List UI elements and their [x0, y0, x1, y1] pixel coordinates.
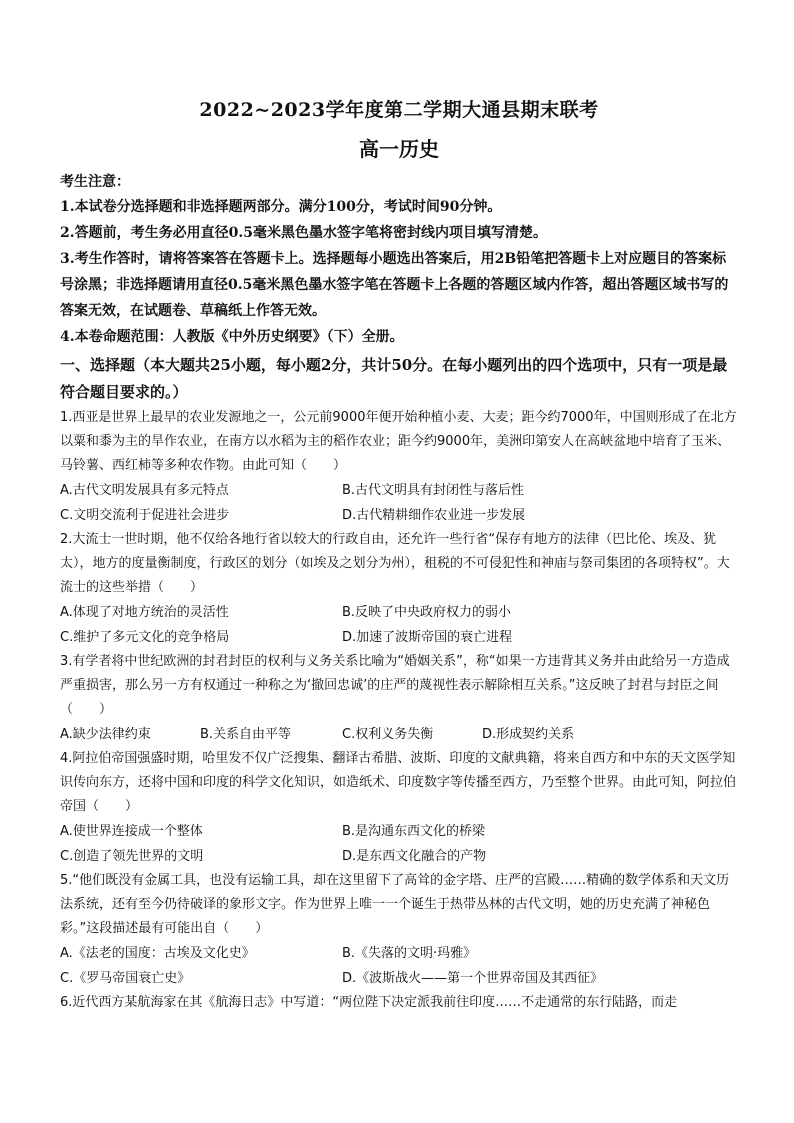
exam-title: 2022~2023学年度第二学期大通县期末联考	[199, 99, 599, 121]
question-options	[60, 478, 738, 528]
question-4	[60, 747, 738, 869]
question-5	[60, 869, 738, 991]
option-b: B.《失落的文明·玛雅》	[342, 946, 477, 961]
note-item: 2.答题前，考生务必用直径0.5毫米黑色墨水签字笔将密封线内项目填写清楚。	[60, 225, 547, 241]
option-c: C.文明交流利于促进社会进步	[60, 508, 230, 523]
option-b: B.关系自由平等	[200, 727, 292, 742]
note-item: 4.本卷命题范围：人教版《中外历史纲要》（下）全册。	[60, 329, 404, 345]
option-a: A.古代文明发展具有多元特点	[60, 483, 229, 498]
option-d: D.古代精耕细作农业进一步发展	[342, 508, 526, 523]
option-b: B.古代文明具有封闭性与落后性	[342, 483, 525, 498]
question-stem: 3.有学者将中世纪欧洲的封君封臣的权利与义务关系比喻为“婚姻关系”，称“如果一方违背其义务并由此给另一方造成严重损害，那么另一方有权通过一种称之为‘撤回忠诚’的庄严的蔑视性表示解除相互关系。”这反映了封君与封臣之间（ ）	[60, 654, 730, 717]
option-a: A.《法老的国度：古埃及文化史》	[60, 946, 255, 961]
question-options	[60, 600, 738, 650]
option-a: A.缺少法律约束	[60, 727, 151, 742]
question-stem: 2.大流士一世时期，他不仅给各地行省以较大的行政自由，还允许一些行省“保存有地方的法律（巴比伦、埃及、犹太），地方的度量衡制度，行政区的划分（如埃及之划分为州），租税的不可侵犯性和神庙与祭司集团的各项特权”。大流士的这些举措（ ）	[60, 532, 730, 595]
question-options	[60, 819, 738, 869]
option-d: D.《波斯战火——第一个世界帝国及其西征》	[342, 971, 604, 986]
question-stem: 1.西亚是世界上最早的农业发源地之一，公元前9000年便开始种植小麦、大麦；距今约7000年，中国则形成了在北方以粟和黍为主的旱作农业，在南方以水稻为主的稻作农业；距今约9000年，美洲印第安人在高峡盆地中培育了玉米、马铃薯、西红柿等多种农作物。由此可知（ ）	[60, 410, 737, 473]
notes-block	[60, 170, 738, 350]
question-stem: 5.“他们既没有金属工具，也没有运输工具，却在这里留下了高耸的金字塔、庄严的宫殿……精确的数学体系和天文历法系统，还有至今仍待破译的象形文字。作为世界上唯一一个诞生于热带丛林的古代文明，她的历史充满了神秘色彩。”这段描述最有可能出自（ ）	[60, 873, 730, 936]
question-options	[60, 941, 738, 991]
option-d: D.形成契约关系	[482, 727, 575, 742]
note-item: 3.考生作答时，请将答案答在答题卡上。选择题每小题选出答案后，用2B铅笔把答题卡上对应题目的答案标号涂黑；非选择题请用直径0.5毫米黑色墨水签字笔在答题卡上各题的答题区域内作答，超出答题区域书写的答案无效，在试题卷、草稿纸上作答无效。	[60, 251, 729, 319]
exam-subtitle: 高一历史	[359, 137, 439, 161]
option-b: B.反映了中央政府权力的弱小	[342, 605, 512, 620]
notes-heading: 考生注意：	[60, 174, 130, 190]
option-c: C.创造了领先世界的文明	[60, 849, 204, 864]
option-c: C.《罗马帝国衰亡史》	[60, 971, 191, 986]
question-stem: 4.阿拉伯帝国强盛时期，哈里发不仅广泛搜集、翻译古希腊、波斯、印度的文献典籍，将来自西方和中东的天文医学知识传向东方，还将中国和印度的科学文化知识，如造纸术、印度数字等传播至西方，乃至整个世界。由此可知，阿拉伯帝国（ ）	[60, 751, 737, 814]
question-6	[60, 991, 738, 1015]
option-a: A.体现了对地方统治的灵活性	[60, 605, 229, 620]
option-c: C.权利义务失衡	[342, 727, 434, 742]
question-2	[60, 528, 738, 650]
option-d: D.加速了波斯帝国的衰亡进程	[342, 630, 513, 645]
question-options	[60, 722, 738, 747]
question-3	[60, 650, 738, 747]
section-heading: 一、选择题（本大题共25小题，每小题2分，共计50分。在每小题列出的四个选项中，只有一项是最符合题目要求的。）	[60, 356, 728, 401]
question-1	[60, 406, 738, 528]
option-b: B.是沟通东西文化的桥梁	[342, 824, 486, 839]
option-a: A.使世界连接成一个整体	[60, 824, 203, 839]
option-d: D.是东西文化融合的产物	[342, 849, 487, 864]
option-c: C.维护了多元文化的竞争格局	[60, 630, 230, 645]
question-stem: 6.近代西方某航海家在其《航海日志》中写道：“两位陛下决定派我前往印度……不走通常的东行陆路，而走	[60, 995, 678, 1010]
note-item: 1.本试卷分选择题和非选择题两部分。满分100分，考试时间90分钟。	[60, 199, 502, 215]
